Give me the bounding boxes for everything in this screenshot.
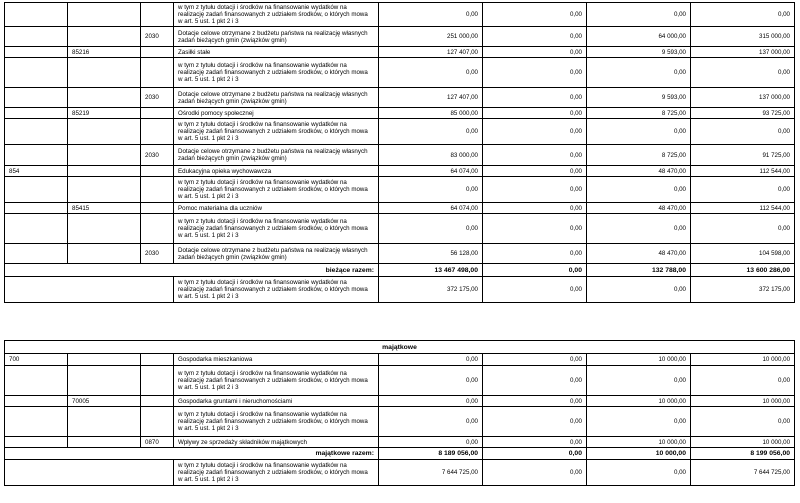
chapter-code-cell: [68, 3, 141, 27]
current-total-value-1: 13 467 498,00: [379, 264, 483, 277]
value-2-cell: 0,00: [483, 145, 587, 166]
value-4-cell: 0,00: [691, 3, 795, 27]
description-cell: w tym z tytułu dotacji i środków na finansowanie wydatków na realizację zadań finansowanych z udziałem środków, o których mowa w art. 5 ust. 1 pkt 2 i 3: [174, 366, 379, 396]
value-1-cell: 127 407,00: [379, 88, 483, 108]
top-table-row: [5, 27, 795, 47]
bottom-table-row: [5, 407, 795, 437]
section-code-cell: [5, 437, 68, 448]
section-code-cell: [5, 244, 68, 264]
capital-total-note-value-1: 7 644 725,00: [379, 460, 483, 486]
value-3-cell: 10 000,00: [587, 396, 691, 407]
chapter-code-cell: [68, 437, 141, 448]
value-3-cell: 48 470,00: [587, 244, 691, 264]
description-cell: Zasiłki stałe: [174, 47, 379, 58]
top-table-row: [5, 214, 795, 244]
current-total-note-row: [5, 277, 795, 303]
description-cell: Dotacje celowe otrzymane z budżetu państwa na realizację własnych zadań bieżących gmin (związków gmin): [174, 244, 379, 264]
value-1-cell: 0,00: [379, 437, 483, 448]
value-3-cell: 0,00: [587, 177, 691, 203]
value-3-cell: 10 000,00: [587, 437, 691, 448]
value-4-cell: 0,00: [691, 366, 795, 396]
section-code-cell: [5, 47, 68, 58]
value-2-cell: 0,00: [483, 407, 587, 437]
value-3-cell: 9 593,00: [587, 88, 691, 108]
chapter-code-cell: [68, 366, 141, 396]
chapter-code-cell: 85219: [68, 108, 141, 119]
chapter-code-cell: 70005: [68, 396, 141, 407]
current-total-note-value-3: 0,00: [587, 277, 691, 303]
value-2-cell: 0,00: [483, 244, 587, 264]
value-4-cell: 0,00: [691, 58, 795, 88]
top-table-row: [5, 47, 795, 58]
chapter-code-cell: [68, 58, 141, 88]
capital-section-title: majątkowe: [5, 341, 795, 354]
value-2-cell: 0,00: [483, 108, 587, 119]
paragraph-code-cell: 2030: [141, 88, 174, 108]
paragraph-code-cell: [141, 47, 174, 58]
value-2-cell: 0,00: [483, 58, 587, 88]
paragraph-code-cell: [141, 108, 174, 119]
top-table-row: [5, 166, 795, 177]
paragraph-code-cell: [141, 3, 174, 27]
value-1-cell: 0,00: [379, 396, 483, 407]
value-4-cell: 10 000,00: [691, 396, 795, 407]
chapter-code-cell: [68, 88, 141, 108]
description-cell: Gospodarka gruntami i nieruchomościami: [174, 396, 379, 407]
top-table-row: [5, 145, 795, 166]
value-4-cell: 0,00: [691, 214, 795, 244]
section-code-cell: [5, 396, 68, 407]
value-2-cell: 0,00: [483, 27, 587, 47]
description-cell: Ośrodki pomocy społecznej: [174, 108, 379, 119]
current-total-note-value-2: 0,00: [483, 277, 587, 303]
paragraph-code-cell: [141, 366, 174, 396]
description-cell: w tym z tytułu dotacji i środków na finansowanie wydatków na realizację zadań finansowanych z udziałem środków, o których mowa w art. 5 ust. 1 pkt 2 i 3: [174, 119, 379, 145]
value-1-cell: 0,00: [379, 214, 483, 244]
capital-total-note-row: [5, 460, 795, 486]
value-3-cell: 0,00: [587, 214, 691, 244]
description-cell: Dotacje celowe otrzymane z budżetu państwa na realizację własnych zadań bieżących gmin (związków gmin): [174, 145, 379, 166]
section-code-cell: [5, 407, 68, 437]
value-2-cell: 0,00: [483, 366, 587, 396]
empty-cell: [5, 460, 174, 486]
value-2-cell: 0,00: [483, 177, 587, 203]
description-cell: Dotacje celowe otrzymane z budżetu państwa na realizację własnych zadań bieżących gmin (związków gmin): [174, 27, 379, 47]
value-4-cell: 10 000,00: [691, 354, 795, 366]
section-code-cell: [5, 88, 68, 108]
value-3-cell: 0,00: [587, 3, 691, 27]
capital-total-note-desc: w tym z tytułu dotacji i środków na finansowanie wydatków na realizację zadań finansowanych z udziałem środków, o których mowa w art. 5 ust. 1 pkt 2 i 3: [174, 460, 379, 486]
value-4-cell: 10 000,00: [691, 437, 795, 448]
empty-cell: [5, 277, 174, 303]
description-cell: Dotacje celowe otrzymane z budżetu państwa na realizację własnych zadań bieżących gmin (związków gmin): [174, 88, 379, 108]
capital-total-note-value-4: 7 644 725,00: [691, 460, 795, 486]
section-code-cell: [5, 145, 68, 166]
section-code-cell: [5, 108, 68, 119]
value-3-cell: 64 000,00: [587, 27, 691, 47]
value-1-cell: 83 000,00: [379, 145, 483, 166]
top-table-row: [5, 203, 795, 214]
capital-total-value-3: 10 000,00: [587, 448, 691, 460]
paragraph-code-cell: [141, 203, 174, 214]
current-total-value-2: 0,00: [483, 264, 587, 277]
value-1-cell: 0,00: [379, 354, 483, 366]
value-4-cell: 91 725,00: [691, 145, 795, 166]
bottom-table-row: [5, 354, 795, 366]
top-table-row: [5, 3, 795, 27]
chapter-code-cell: [68, 354, 141, 366]
value-4-cell: 104 598,00: [691, 244, 795, 264]
value-2-cell: 0,00: [483, 214, 587, 244]
description-cell: Edukacyjna opieka wychowawcza: [174, 166, 379, 177]
paragraph-code-cell: [141, 177, 174, 203]
section-code-cell: [5, 119, 68, 145]
bottom-table-row: [5, 437, 795, 448]
paragraph-code-cell: [141, 58, 174, 88]
bottom-table-row: [5, 366, 795, 396]
description-cell: w tym z tytułu dotacji i środków na finansowanie wydatków na realizację zadań finansowanych z udziałem środków, o których mowa w art. 5 ust. 1 pkt 2 i 3: [174, 407, 379, 437]
description-cell: w tym z tytułu dotacji i środków na finansowanie wydatków na realizację zadań finansowanych z udziałem środków, o których mowa w art. 5 ust. 1 pkt 2 i 3: [174, 177, 379, 203]
paragraph-code-cell: [141, 166, 174, 177]
value-4-cell: 112 544,00: [691, 166, 795, 177]
paragraph-code-cell: [141, 214, 174, 244]
value-3-cell: 0,00: [587, 119, 691, 145]
value-1-cell: 0,00: [379, 119, 483, 145]
value-3-cell: 0,00: [587, 58, 691, 88]
current-total-value-4: 13 600 286,00: [691, 264, 795, 277]
value-2-cell: 0,00: [483, 88, 587, 108]
paragraph-code-cell: [141, 119, 174, 145]
value-2-cell: 0,00: [483, 203, 587, 214]
chapter-code-cell: [68, 145, 141, 166]
capital-total-row: [5, 448, 795, 460]
chapter-code-cell: 85415: [68, 203, 141, 214]
value-4-cell: 93 725,00: [691, 108, 795, 119]
current-total-label: bieżące razem:: [5, 264, 379, 277]
value-3-cell: 48 470,00: [587, 203, 691, 214]
chapter-code-cell: [68, 119, 141, 145]
value-1-cell: 64 074,00: [379, 203, 483, 214]
description-cell: w tym z tytułu dotacji i środków na finansowanie wydatków na realizację zadań finansowanych z udziałem środków, o których mowa w art. 5 ust. 1 pkt 2 i 3: [174, 58, 379, 88]
value-1-cell: 127 407,00: [379, 47, 483, 58]
value-1-cell: 85 000,00: [379, 108, 483, 119]
chapter-code-cell: [68, 166, 141, 177]
top-table-row: [5, 108, 795, 119]
capital-total-note-value-3: 0,00: [587, 460, 691, 486]
capital-total-note-value-2: 0,00: [483, 460, 587, 486]
value-3-cell: 9 593,00: [587, 47, 691, 58]
bottom-table-row: [5, 396, 795, 407]
value-2-cell: 0,00: [483, 47, 587, 58]
chapter-code-cell: [68, 244, 141, 264]
value-4-cell: 0,00: [691, 119, 795, 145]
description-cell: Pomoc materialna dla uczniów: [174, 203, 379, 214]
top-table-row: [5, 88, 795, 108]
capital-total-value-4: 8 199 056,00: [691, 448, 795, 460]
value-2-cell: 0,00: [483, 437, 587, 448]
description-cell: w tym z tytułu dotacji i środków na finansowanie wydatków na realizację zadań finansowanych z udziałem środków, o których mowa w art. 5 ust. 1 pkt 2 i 3: [174, 214, 379, 244]
value-2-cell: 0,00: [483, 3, 587, 27]
section-code-cell: [5, 27, 68, 47]
capital-total-value-1: 8 189 056,00: [379, 448, 483, 460]
value-4-cell: 315 000,00: [691, 27, 795, 47]
section-code-cell: 854: [5, 166, 68, 177]
value-3-cell: 48 470,00: [587, 166, 691, 177]
current-total-note-value-1: 372 175,00: [379, 277, 483, 303]
value-4-cell: 0,00: [691, 407, 795, 437]
value-1-cell: 64 074,00: [379, 166, 483, 177]
section-code-cell: [5, 366, 68, 396]
value-3-cell: 10 000,00: [587, 354, 691, 366]
paragraph-code-cell: 2030: [141, 27, 174, 47]
current-total-value-3: 132 788,00: [587, 264, 691, 277]
value-3-cell: 8 725,00: [587, 145, 691, 166]
top-table-row: [5, 119, 795, 145]
paragraph-code-cell: 2030: [141, 244, 174, 264]
top-table-row: [5, 244, 795, 264]
top-table-row: [5, 58, 795, 88]
value-1-cell: 0,00: [379, 58, 483, 88]
chapter-code-cell: [68, 407, 141, 437]
chapter-code-cell: 85216: [68, 47, 141, 58]
top-table-row: [5, 177, 795, 203]
paragraph-code-cell: 2030: [141, 145, 174, 166]
description-cell: w tym z tytułu dotacji i środków na finansowanie wydatków na realizację zadań finansowanych z udziałem środków, o których mowa w art. 5 ust. 1 pkt 2 i 3: [174, 3, 379, 27]
section-code-cell: [5, 214, 68, 244]
value-3-cell: 8 725,00: [587, 108, 691, 119]
chapter-code-cell: [68, 177, 141, 203]
income-table-capital: [4, 340, 795, 486]
section-code-cell: [5, 177, 68, 203]
value-4-cell: 137 000,00: [691, 47, 795, 58]
section-code-cell: [5, 3, 68, 27]
value-1-cell: 251 000,00: [379, 27, 483, 47]
value-1-cell: 0,00: [379, 3, 483, 27]
value-1-cell: 0,00: [379, 177, 483, 203]
value-4-cell: 112 544,00: [691, 203, 795, 214]
value-4-cell: 0,00: [691, 177, 795, 203]
current-total-note-desc: w tym z tytułu dotacji i środków na finansowanie wydatków na realizację zadań finansowanych z udziałem środków, o których mowa w art. 5 ust. 1 pkt 2 i 3: [174, 277, 379, 303]
current-total-row: [5, 264, 795, 277]
chapter-code-cell: [68, 27, 141, 47]
value-3-cell: 0,00: [587, 366, 691, 396]
income-table-current: [4, 2, 795, 303]
current-total-note-value-4: 372 175,00: [691, 277, 795, 303]
value-1-cell: 56 128,00: [379, 244, 483, 264]
value-1-cell: 0,00: [379, 366, 483, 396]
paragraph-code-cell: 0870: [141, 437, 174, 448]
description-cell: Wpływy ze sprzedaży składników majątkowych: [174, 437, 379, 448]
section-code-cell: 700: [5, 354, 68, 366]
capital-section-header: [5, 341, 795, 354]
value-2-cell: 0,00: [483, 354, 587, 366]
value-1-cell: 0,00: [379, 407, 483, 437]
chapter-code-cell: [68, 214, 141, 244]
capital-total-value-2: 0,00: [483, 448, 587, 460]
section-code-cell: [5, 58, 68, 88]
section-code-cell: [5, 203, 68, 214]
paragraph-code-cell: [141, 407, 174, 437]
paragraph-code-cell: [141, 354, 174, 366]
capital-total-label: majątkowe razem:: [5, 448, 379, 460]
paragraph-code-cell: [141, 396, 174, 407]
value-2-cell: 0,00: [483, 119, 587, 145]
description-cell: Gospodarka mieszkaniowa: [174, 354, 379, 366]
value-4-cell: 137 000,00: [691, 88, 795, 108]
value-2-cell: 0,00: [483, 396, 587, 407]
value-2-cell: 0,00: [483, 166, 587, 177]
value-3-cell: 0,00: [587, 407, 691, 437]
